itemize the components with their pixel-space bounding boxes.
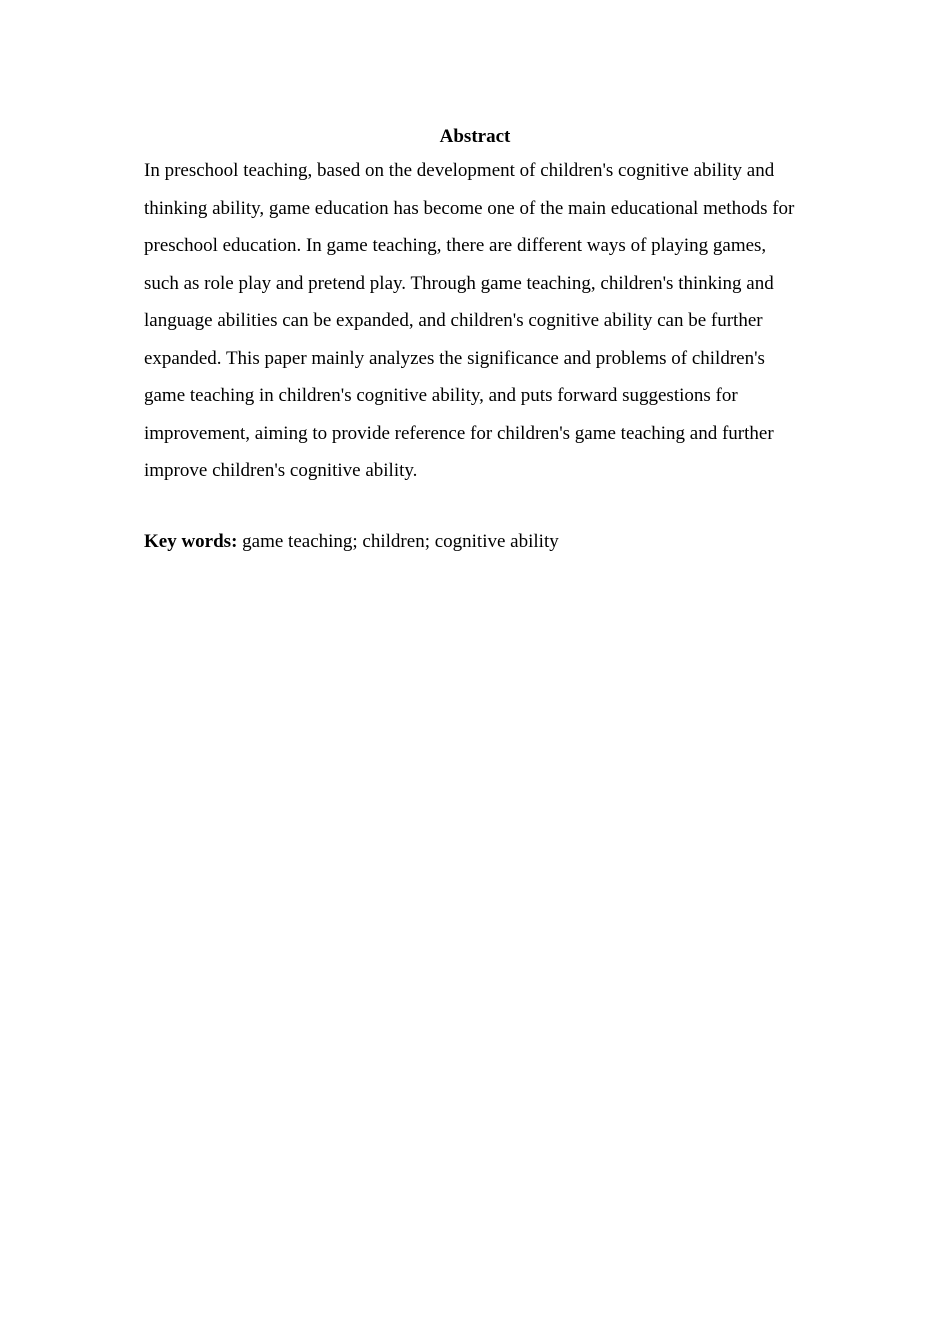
abstract-body	[144, 152, 824, 490]
abstract-line: game teaching in children's cognitive ability, and puts forward suggestions for	[144, 385, 738, 406]
abstract-heading: Abstract	[439, 126, 511, 147]
abstract-line: language abilities can be expanded, and children's cognitive ability can be further	[144, 310, 763, 331]
keywords-paragraph	[144, 523, 824, 561]
keywords-label: Key words:	[144, 531, 238, 552]
abstract-line: improve children's cognitive ability.	[144, 460, 418, 481]
abstract-line: preschool education. In game teaching, there are different ways of playing games,	[144, 235, 767, 256]
abstract-line: such as role play and pretend play. Through game teaching, children's thinking and	[144, 272, 774, 294]
abstract-line: expanded. This paper mainly analyzes the significance and problems of children's	[144, 347, 765, 369]
abstract-line: In preschool teaching, based on the development of children's cognitive ability and	[144, 160, 775, 181]
abstract-line: thinking ability, game education has become one of the main educational methods for	[144, 197, 795, 219]
keywords-text: game teaching; children; cognitive ability	[242, 531, 559, 552]
abstract-line: improvement, aiming to provide reference for children's game teaching and further	[144, 422, 774, 444]
